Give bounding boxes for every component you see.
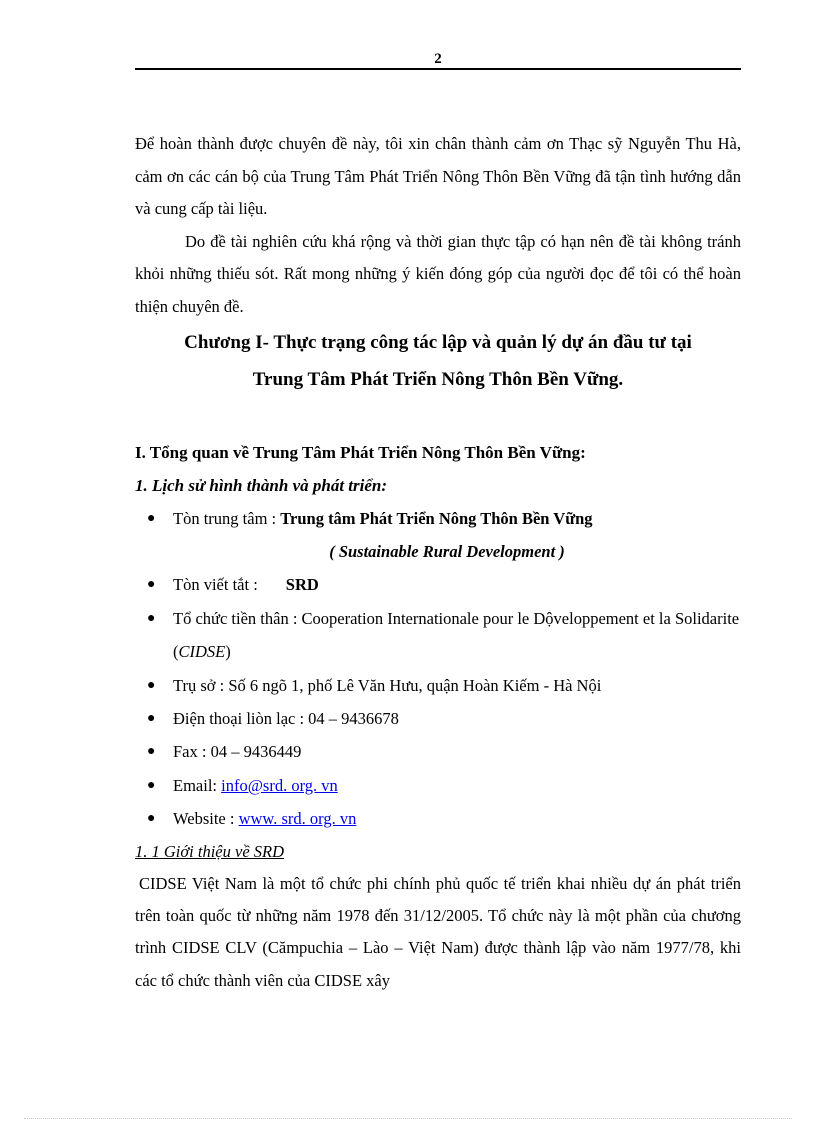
email-label: Email: <box>173 775 222 795</box>
name-value: Trung tâm Phát Triển Nông Thôn Bền Vững <box>280 508 593 528</box>
bullet-icon: ● <box>147 711 156 726</box>
list-item-predecessor <box>135 602 741 669</box>
section-title: I. Tổng quan về Trung Tâm Phát Triển Nông Thôn Bền Vững: <box>135 442 586 462</box>
list-item-phone <box>135 702 741 735</box>
name-label: Tòn trung tâm : <box>173 508 281 528</box>
phone-text: Điện thoại liòn lạc : 04 – 9436678 <box>173 709 399 728</box>
page-bottom-border <box>24 1118 792 1119</box>
list-item-abbreviation <box>135 568 741 601</box>
predecessor-close: ) <box>225 642 231 662</box>
abbreviation-label: Tòn viết tắt : <box>173 575 258 595</box>
subsection-title: 1. Lịch sử hình thành và phát triển: <box>135 475 388 495</box>
website-label: Website : <box>173 809 239 829</box>
bullet-icon: ● <box>147 677 156 693</box>
bullet-icon: ● <box>147 777 156 793</box>
page-number: 2 <box>434 51 442 67</box>
abbreviation-value: SRD <box>285 575 319 595</box>
name-english: ( Sustainable Rural Development ) <box>329 541 565 561</box>
address-text: Trụ sở : Số 6 ngõ 1, phố Lê Văn Hưu, quận Hoàn Kiếm - Hà Nội <box>173 675 602 695</box>
bullet-icon: ● <box>147 610 156 626</box>
fax-text: Fax : 04 – 9436449 <box>173 742 302 762</box>
bullet-icon: ● <box>147 510 156 526</box>
srd-intro-title: 1. 1 Giới thiệu về SRD <box>135 841 285 861</box>
page-content <box>135 128 741 997</box>
list-item-website <box>135 802 741 835</box>
list-item-name <box>135 502 741 569</box>
website-link[interactable]: www. srd. org. vn <box>238 809 357 829</box>
predecessor-abbreviation: CIDSE <box>178 642 226 662</box>
bullet-icon: ● <box>147 744 156 760</box>
list-item-fax <box>135 735 741 768</box>
limitations-paragraph: Do đề tài nghiên cứu khá rộng và thời gian thực tập có hạn nên đề tài không tránh khỏi những thiếu sót. Rất mong những ý kiến đóng góp của người đọc để tôi có thể hoàn thiện chuyên đề. <box>135 231 741 316</box>
bullet-icon: ● <box>147 577 156 593</box>
email-link[interactable]: info@srd. org. vn <box>221 775 338 795</box>
chapter-title-line-2: Trung Tâm Phát Triển Nông Thôn Bền Vững. <box>252 368 624 390</box>
header-rule <box>135 68 741 70</box>
acknowledgement-paragraph: Để hoàn thành được chuyên đề này, tôi xin chân thành cảm ơn Thạc sỹ Nguyễn Thu Hà, cảm ơn các cán bộ của Trung Tâm Phát Triển Nông Thôn Bền Vững đã tận tình hướng dẫn và cung cấp tài liệu. <box>135 134 741 219</box>
bullet-icon: ● <box>147 811 156 827</box>
organization-info-list <box>135 502 741 836</box>
srd-intro-paragraph: CIDSE Việt Nam là một tổ chức phi chính phủ quốc tế triển khai nhiều dự án phát triển trên toàn quốc từ những năm 1978 đến 31/12/2005. Tổ chức này là một phần của chương trình CIDSE CLV (Cămpuchia – Lào – Việt Nam) được thành lập vào năm 1977/78, khi các tổ chức thành viên của CIDSE xây <box>135 873 741 990</box>
list-item-address <box>135 669 741 702</box>
predecessor-label: Tổ chức tiền thân : Cooperation Internationale pour le Dộveloppement et la Solidarite ( <box>173 608 740 662</box>
list-item-email <box>135 769 741 802</box>
chapter-title-line-1: Chương I- Thực trạng công tác lập và quản lý dự án đầu tư tại <box>184 331 692 353</box>
